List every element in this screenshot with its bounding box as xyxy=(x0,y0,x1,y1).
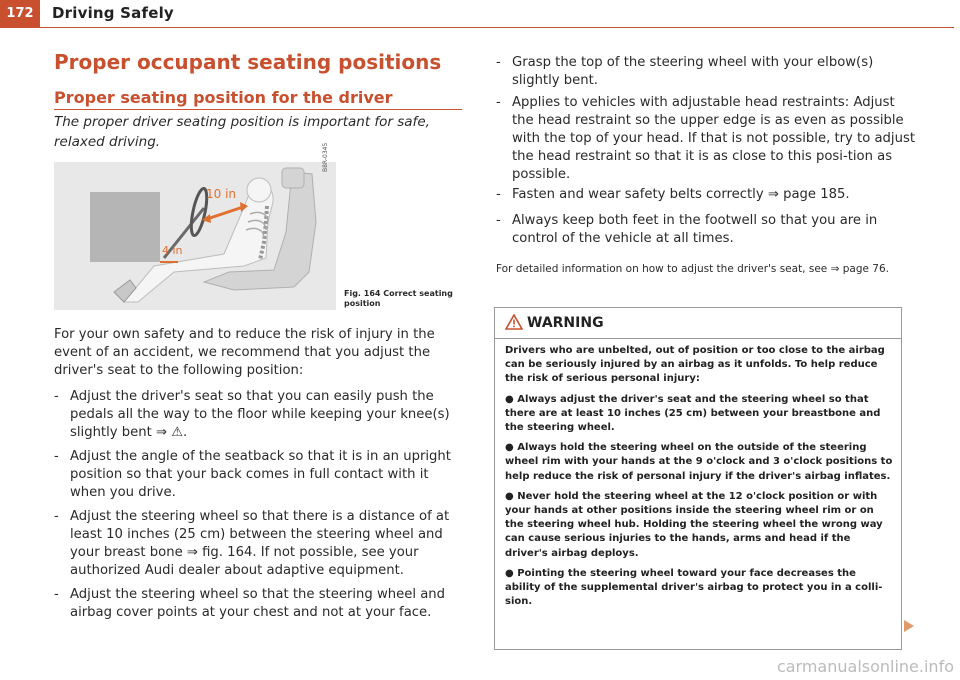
warning-label: WARNING xyxy=(527,315,604,331)
list-item-text: Fasten and wear safety belts correctly ⇒ page 185. xyxy=(512,187,850,202)
list-item-text: Adjust the steering wheel so that there is a distance of at least 10 inches (25 cm) between the steering wheel and your breast bone ⇒ fig. 164. If not possible, see your authorized Audi dealer about adaptive equipment. xyxy=(70,509,450,578)
list-item: - Adjust the driver's seat so that you can easily push the pedals all the way to the floor while keeping your knee(s) slightly bent ⇒ ⚠. xyxy=(54,388,466,442)
warning-triangle-icon xyxy=(505,314,523,334)
seating-position-illustration xyxy=(54,162,336,310)
warning-item-text: Always adjust the driver's seat and the steering wheel so that there are at least 10 inches (25 cm) between your breastbone and the steering wheel. xyxy=(505,393,881,434)
warning-item-text: Never hold the steering wheel at the 12 o'clock position or with your hands at other positions inside the steering wheel rim or on the steering wheel hub. Holding the steering wheel the wrong way can cause serious injuries to the hands, arms and head if the driver's airbag deploys. xyxy=(505,490,883,559)
cross-reference-note: For detailed information on how to adjust the driver's seat, see ⇒ page 76. xyxy=(496,263,889,275)
instruction-paragraph: For your own safety and to reduce the risk of injury in the event of an accident, we recommend that you adjust the driver's seat to the following position: xyxy=(54,327,435,378)
watermark: carmanualsonline.info xyxy=(776,657,954,676)
page-title: Proper occupant seating positions xyxy=(54,50,442,74)
warning-box xyxy=(494,307,902,650)
warning-header xyxy=(495,308,901,339)
knee-distance-label: 4 in xyxy=(162,244,183,257)
warning-lead: Drivers who are unbelted, out of position or too close to the airbag can be seriously injured by an airbag as it unfolds. To help reduce the risk of serious personal injury: xyxy=(505,345,885,385)
warning-item: ● Always hold the steering wheel on the outside of the steering wheel rim with your hands at the 9 o'clock and 3 o'clock positions to help reduce the risk of personal injury if the driver's airbag inflates. xyxy=(505,442,893,482)
warning-item-text: Always hold the steering wheel on the outside of the steering wheel rim with your hands at the 9 o'clock and 3 o'clock positions to help reduce the risk of personal injury if the driver's airbag inflates. xyxy=(505,442,893,482)
list-item: - Always keep both feet in the footwell so that you are in control of the vehicle at all times. xyxy=(496,212,916,248)
page-header xyxy=(0,0,960,28)
list-item: - Adjust the steering wheel so that there is a distance of at least 10 inches (25 cm) between the steering wheel and your breast bone ⇒ fig. 164. If not possible, see your authorized Audi dealer about adaptive equipment. xyxy=(54,508,466,580)
figure-caption: Fig. 164 Correct seating position xyxy=(344,289,453,308)
figure-code: B8R-0345 xyxy=(322,142,329,172)
list-item: - Applies to vehicles with adjustable head restraints: Adjust the head restraint so the upper edge is as even as possible with the top of your head. If that is not possible, try to adjust the head restraint so that it is as close to this posi-tion as possible. xyxy=(496,95,915,182)
warning-item: ● Pointing the steering wheel toward your face decreases the ability of the supplemental driver's airbag to protect you in a colli-sion. xyxy=(505,567,883,608)
section-title: Driving Safely xyxy=(52,4,174,22)
subsection-divider xyxy=(54,109,462,110)
list-item-text: Adjust the driver's seat so that you can easily push the pedals all the way to the floor while keeping your knee(s) slightly bent ⇒ ⚠. xyxy=(70,389,450,440)
list-item: - Grasp the top of the steering wheel with your elbow(s) slightly bent. xyxy=(496,54,916,90)
warning-item: ● Never hold the steering wheel at the 12 o'clock position or with your hands at other positions inside the steering wheel rim or on the steering wheel hub. Holding the steering wheel the wrong way can cause serious injuries to the hands, arms and head if the driver's airbag deploys. xyxy=(505,490,883,559)
continue-arrow-icon xyxy=(903,618,915,637)
list-item-text: Applies to vehicles with adjustable head restraints: Adjust the head restraint so the upper edge is as even as possible with the top of your head. If that is not possible, try to adjust the head restraint so that it is as close to this posi-tion as possible. xyxy=(512,95,915,182)
page-number: 172 xyxy=(0,0,40,28)
list-item-text: Adjust the angle of the seatback so that it is in an upright position so that your back comes in full contact with it when you drive. xyxy=(70,449,451,500)
list-item-text: Always keep both feet in the footwell so that you are in control of the vehicle at all times. xyxy=(512,213,878,246)
warning-item-text: Pointing the steering wheel toward your face decreases the ability of the supplemental driver's airbag to protect you in a colli-sion. xyxy=(505,567,883,608)
subsection-title: Proper seating position for the driver xyxy=(54,88,393,107)
list-item: - Fasten and wear safety belts correctly ⇒ page 185. xyxy=(496,186,916,204)
list-item-text: Adjust the steering wheel so that the steering wheel and airbag cover points at your chest and not at your face. xyxy=(70,587,445,620)
header-divider xyxy=(40,27,954,28)
warning-body xyxy=(505,344,893,615)
list-item-text: Grasp the top of the steering wheel with your elbow(s) slightly bent. xyxy=(512,55,874,88)
list-item: - Adjust the angle of the seatback so that it is in an upright position so that your back comes in full contact with it when you drive. xyxy=(54,448,466,502)
chest-distance-label: 10 in xyxy=(206,187,237,201)
warning-item: ● Always adjust the driver's seat and the steering wheel so that there are at least 10 inches (25 cm) between your breastbone and the steering wheel. xyxy=(505,393,881,434)
list-item: - Adjust the steering wheel so that the steering wheel and airbag cover points at your chest and not at your face. xyxy=(54,586,466,622)
intro-text: The proper driver seating position is important for safe, relaxed driving. xyxy=(54,114,430,150)
